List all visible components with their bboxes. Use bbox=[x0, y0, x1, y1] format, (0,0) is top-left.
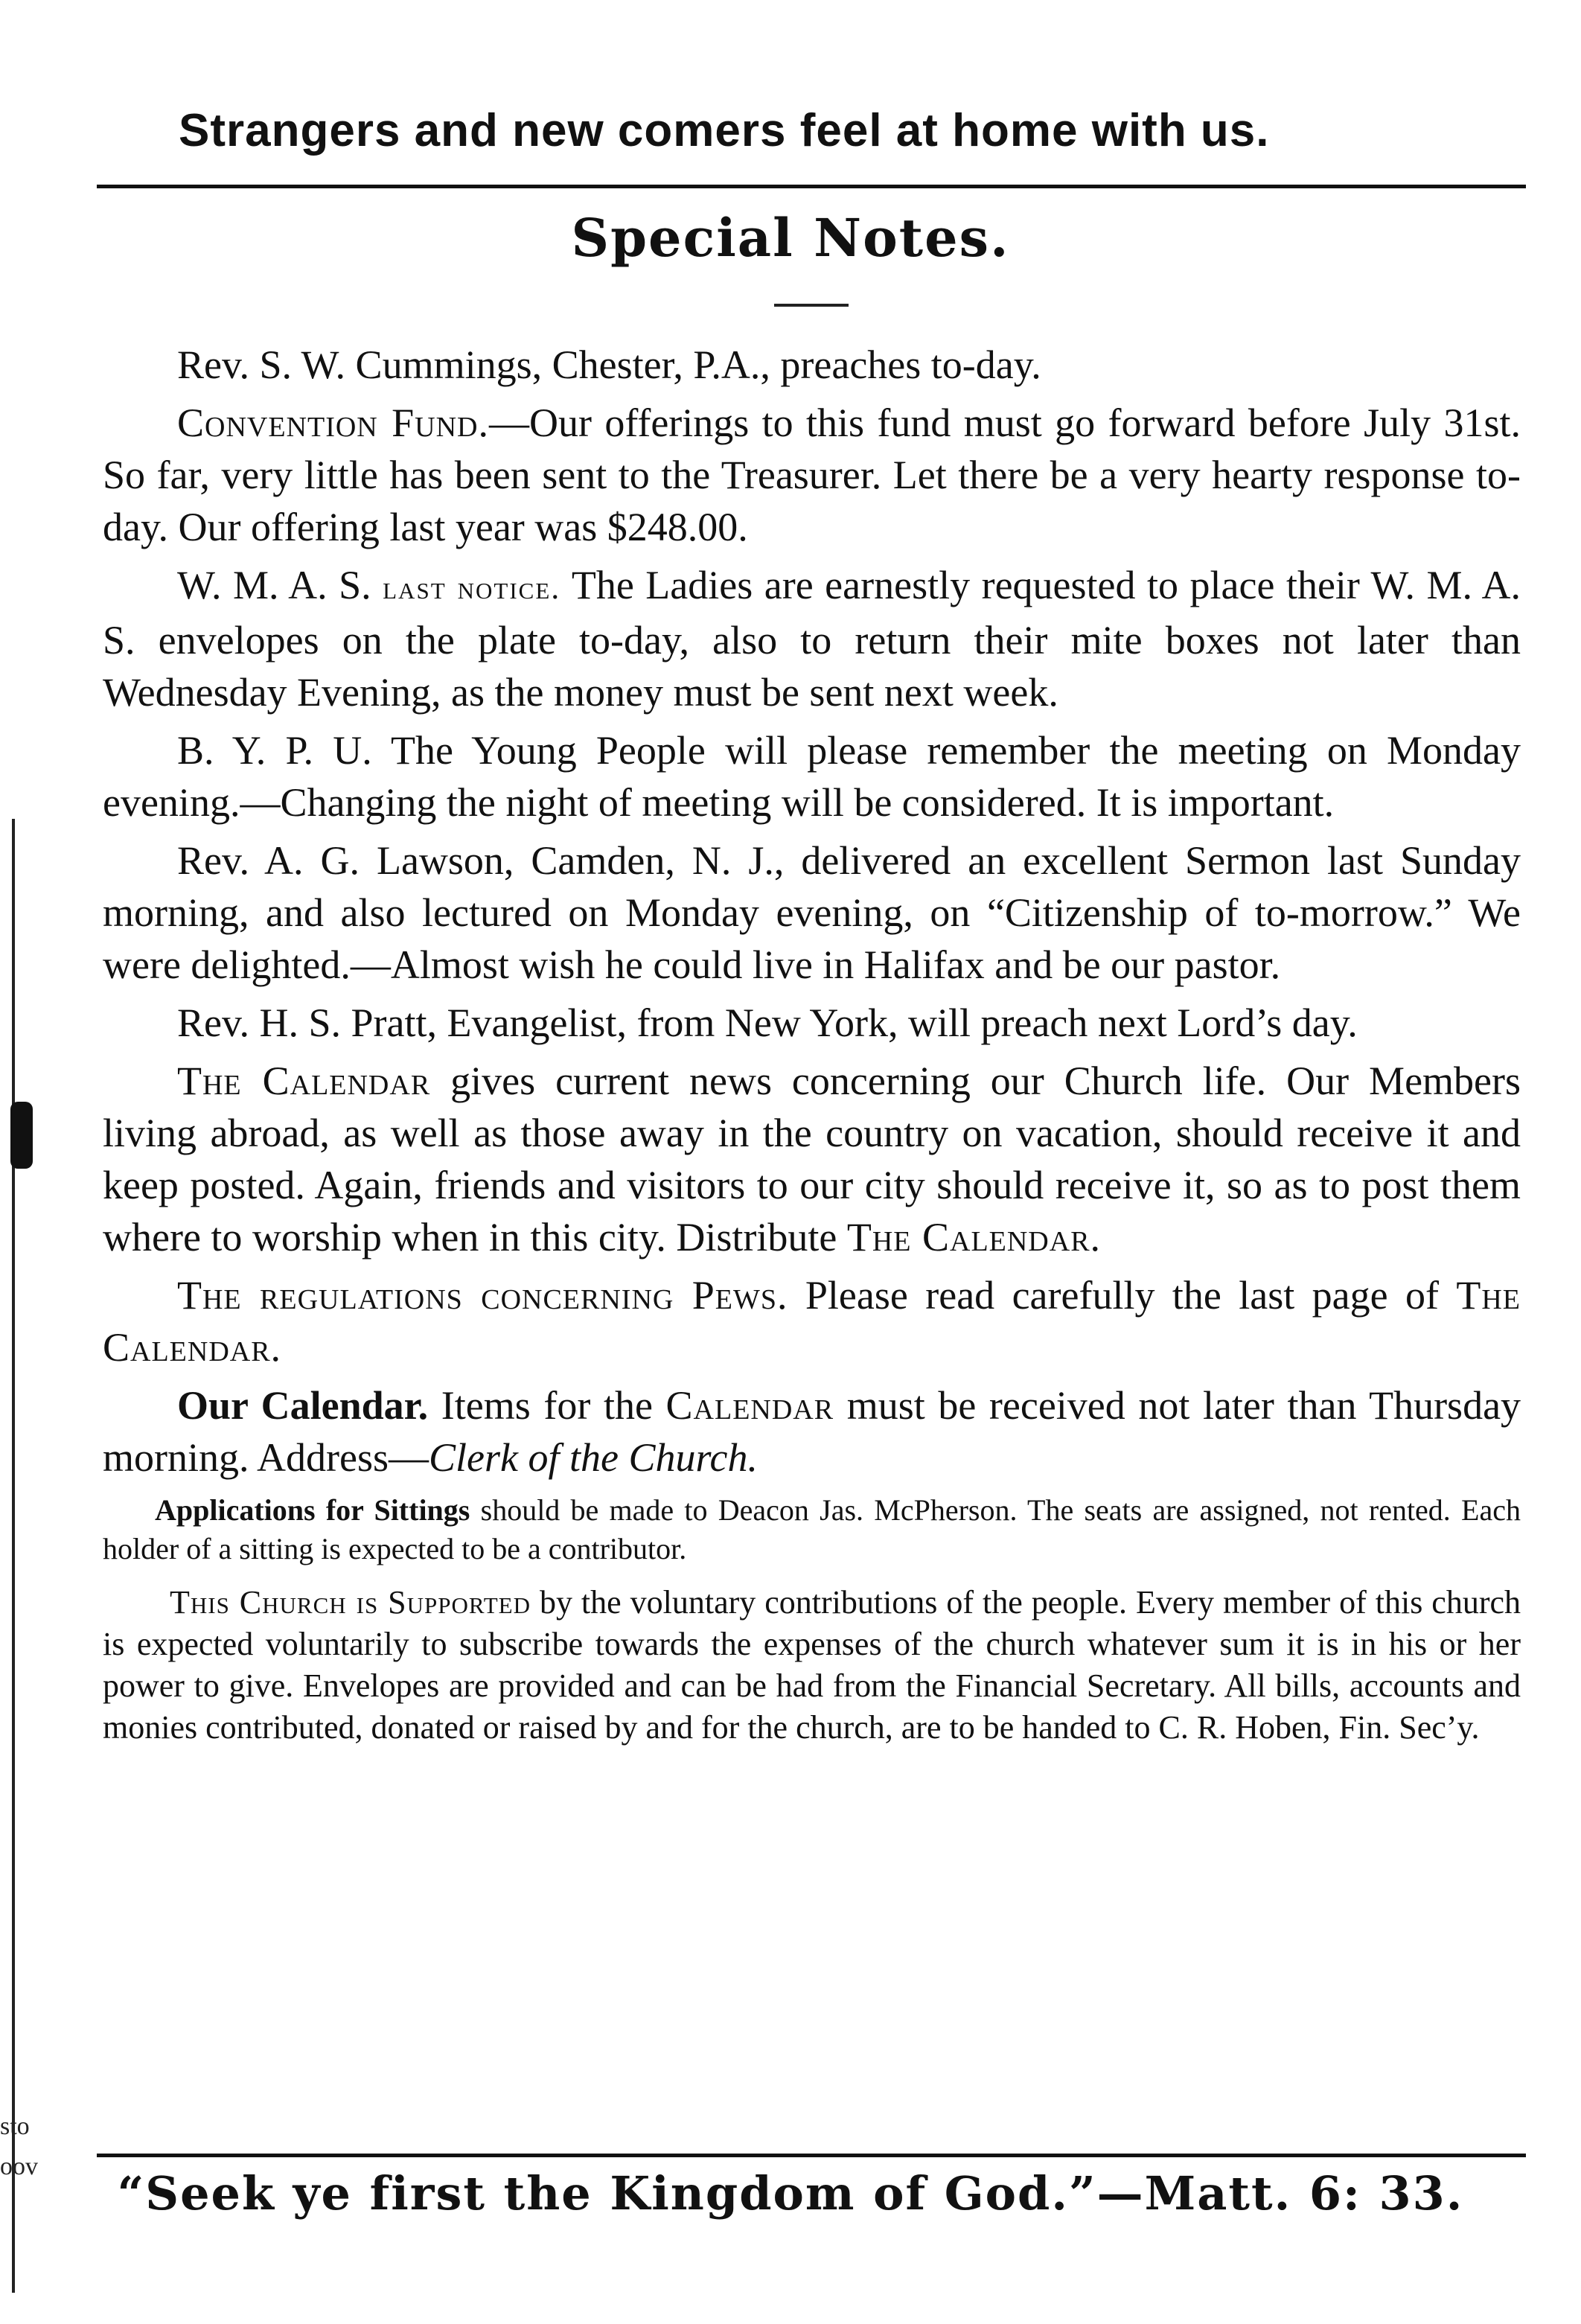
note-wmas-body: The Ladies are earnestly requested to place their W. M. A. S. envelopes on the plate to-day, also to return their mite boxes not later than Wednesday Evening, as the money must be sent next week. bbox=[103, 563, 1521, 715]
margin-fragment-1: sto bbox=[0, 2113, 30, 2140]
note-our-calendar-sc: Calendar bbox=[665, 1383, 834, 1428]
note-bypu bbox=[103, 724, 1521, 829]
header-slogan: Strangers and new comers feel at home with us. bbox=[179, 105, 1270, 156]
note-lawson bbox=[103, 834, 1521, 991]
note-bypu-lead: B. Y. P. U. bbox=[177, 728, 372, 773]
footer-rule bbox=[97, 2154, 1526, 2157]
note-pratt bbox=[103, 997, 1521, 1049]
note-regulations-end: The Calendar. bbox=[103, 1273, 1521, 1370]
note-pratt-text: Rev. H. S. Pratt, Evangelist, from New York, will preach next Lord’s day. bbox=[177, 1000, 1358, 1045]
note-regulations-lead: The regulations concerning Pews. bbox=[177, 1273, 788, 1318]
note-calendar-end: The Calendar. bbox=[846, 1215, 1102, 1260]
binding-mark bbox=[10, 1102, 33, 1169]
footer-scripture: “Seek ye first the Kingdom of God.”—Matt. 6: 33. bbox=[117, 2166, 1464, 2221]
notes-column bbox=[103, 339, 1521, 1749]
note-sittings-body: should be made to Deacon Jas. McPherson. The seats are assigned, not rented. Each holder of a sitting is expected to be a contributor. bbox=[103, 1493, 1521, 1565]
note-support bbox=[103, 1582, 1521, 1749]
header-rule bbox=[97, 185, 1526, 188]
note-sittings-lead: Applications for Sittings bbox=[155, 1493, 470, 1527]
note-our-calendar-body: Items for the bbox=[441, 1383, 653, 1428]
note-calendar-lead: The Calendar bbox=[177, 1059, 431, 1103]
note-convention-fund bbox=[103, 397, 1521, 553]
note-calendar bbox=[103, 1055, 1521, 1263]
note-sittings bbox=[103, 1491, 1521, 1568]
note-regulations bbox=[103, 1269, 1521, 1373]
note-our-calendar-address: Clerk of the Church. bbox=[429, 1435, 758, 1480]
note-our-calendar-rest: must be received not later than Thursday morning. Address— bbox=[103, 1383, 1521, 1480]
note-wmas-tag: last notice. bbox=[383, 569, 561, 606]
left-margin-rule bbox=[12, 819, 15, 2293]
note-bypu-body: The Young People will please remember the meeting on Monday evening.—Changing the night of meeting will be considered. It is important. bbox=[103, 728, 1521, 825]
note-cummings-text: Rev. S. W. Cummings, Chester, P.A., preaches to-day. bbox=[177, 342, 1041, 387]
note-support-lead: This Church is Supported bbox=[170, 1584, 531, 1621]
note-convention-body: —Our offerings to this fund must go forward before July 31st. So far, very little has been sent to the Treasurer. Let there be a very hearty response to-day. Our offering last year was $248.00. bbox=[103, 400, 1521, 549]
note-convention-lead: Convention Fund. bbox=[177, 400, 489, 445]
note-calendar-body: gives current news concerning our Church life. Our Members living abroad, as well as those away in the country on vacation, should receive it and keep posted. Again, friends and visitors to our city should receive it, so as to post them where to worship when in this city. Distribute bbox=[103, 1059, 1521, 1260]
margin-fragment-2: oov bbox=[0, 2153, 38, 2180]
note-lawson-text: Rev. A. G. Lawson, Camden, N. J., delivered an excellent Sermon last Sunday morning, and also lectured on Monday evening, on “Citizenship of to-morrow.” We were delighted.—Almost wish he could live in Halifax and be our pastor. bbox=[103, 838, 1521, 987]
note-wmas bbox=[103, 559, 1521, 718]
note-wmas-lead: W. M. A. S. bbox=[177, 563, 371, 607]
note-our-calendar bbox=[103, 1379, 1521, 1484]
page-title: Special Notes. bbox=[571, 207, 1010, 269]
title-dash bbox=[774, 304, 849, 307]
note-regulations-body: Please read carefully the last page of bbox=[805, 1273, 1439, 1318]
note-cummings bbox=[103, 339, 1521, 391]
note-support-body: by the voluntary contributions of the people. Every member of this church is expected voluntarily to subscribe towards the expenses of the church whatever sum it is in his or her power to give. Envelopes are provided and can be had from the Financial Secretary. All bills, accounts and monies contributed, donated or raised by and for the church, are to be handed to C. R. Hoben, Fin. Sec’y. bbox=[103, 1584, 1521, 1746]
note-our-calendar-lead: Our Calendar. bbox=[177, 1383, 429, 1428]
